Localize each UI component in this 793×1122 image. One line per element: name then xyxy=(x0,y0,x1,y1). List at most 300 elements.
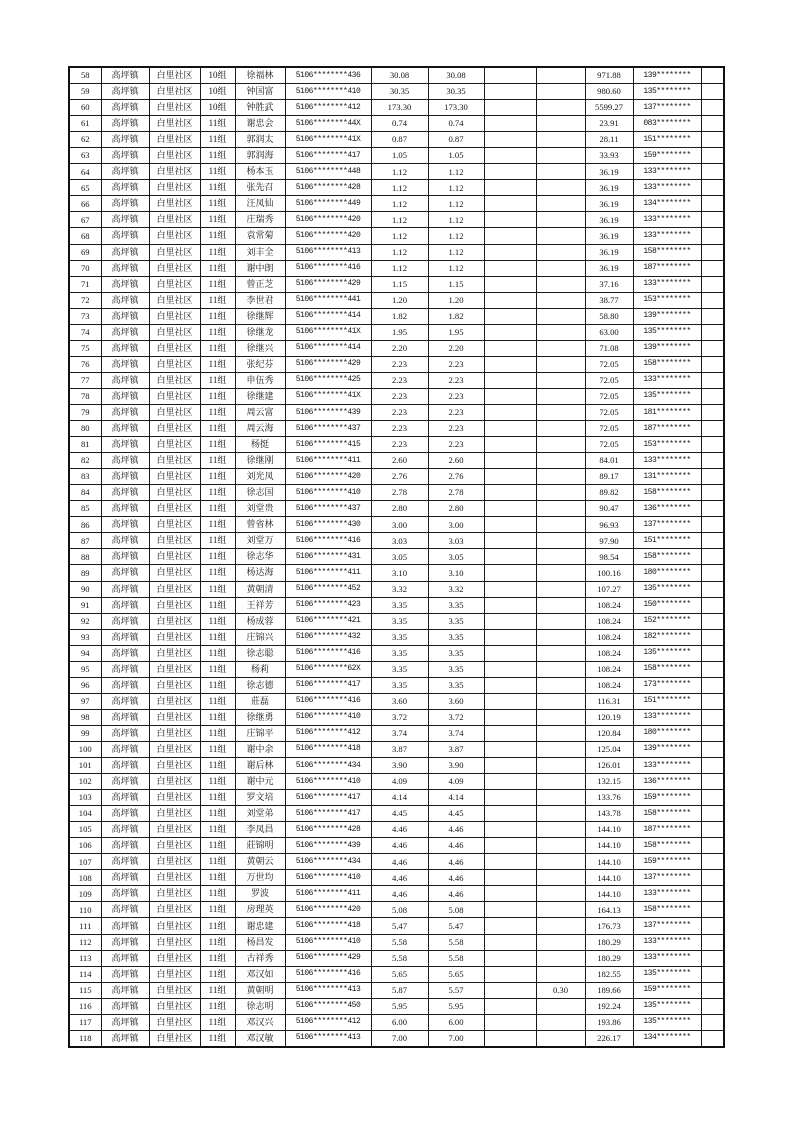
group-cell: 11组 xyxy=(200,1030,235,1047)
blank-col-1-cell xyxy=(484,613,536,629)
community-cell: 白里社区 xyxy=(149,822,200,838)
amount-2-cell: 1.12 xyxy=(428,244,484,260)
amount-1-cell: 4.46 xyxy=(371,854,428,870)
town-cell: 高坪镇 xyxy=(101,84,149,100)
table-row xyxy=(69,677,724,693)
phone-number-cell: 133******** xyxy=(633,180,701,196)
amount-1-cell: 3.35 xyxy=(371,645,428,661)
table-row xyxy=(69,372,724,388)
row-number-cell: 107 xyxy=(69,854,101,870)
row-number-cell: 117 xyxy=(69,1014,101,1030)
amount-1-cell: 4.14 xyxy=(371,790,428,806)
deduction-cell xyxy=(536,260,585,276)
amount-1-cell: 3.05 xyxy=(371,549,428,565)
blank-col-1-cell xyxy=(484,437,536,453)
phone-number-cell: 133******** xyxy=(633,164,701,180)
remark-cell xyxy=(701,565,724,581)
table-row xyxy=(69,421,724,437)
group-cell: 11组 xyxy=(200,661,235,677)
town-cell: 高坪镇 xyxy=(101,372,149,388)
amount-total-cell: 116.31 xyxy=(585,693,633,709)
deduction-cell xyxy=(536,838,585,854)
phone-number-cell: 159******** xyxy=(633,148,701,164)
blank-col-1-cell xyxy=(484,469,536,485)
amount-total-cell: 144.10 xyxy=(585,838,633,854)
blank-col-1-cell xyxy=(484,693,536,709)
person-name-cell: 杨本玉 xyxy=(235,164,285,180)
phone-number-cell: 133******** xyxy=(633,212,701,228)
phone-number-cell: 182******** xyxy=(633,629,701,645)
phone-number-cell: 135******** xyxy=(633,998,701,1014)
remark-cell xyxy=(701,870,724,886)
amount-1-cell: 3.35 xyxy=(371,661,428,677)
table-row xyxy=(69,565,724,581)
amount-1-cell: 4.45 xyxy=(371,806,428,822)
deduction-cell xyxy=(536,966,585,982)
person-name-cell: 杨成蓉 xyxy=(235,613,285,629)
table-row xyxy=(69,324,724,340)
deduction-cell xyxy=(536,533,585,549)
row-number-cell: 84 xyxy=(69,485,101,501)
amount-2-cell: 2.23 xyxy=(428,372,484,388)
remark-cell xyxy=(701,372,724,388)
amount-2-cell: 1.15 xyxy=(428,276,484,292)
amount-total-cell: 180.29 xyxy=(585,934,633,950)
row-number-cell: 81 xyxy=(69,437,101,453)
phone-number-cell: 133******** xyxy=(633,453,701,469)
amount-2-cell: 1.12 xyxy=(428,180,484,196)
amount-total-cell: 36.19 xyxy=(585,212,633,228)
deduction-cell xyxy=(536,308,585,324)
table-body xyxy=(69,67,724,1047)
row-number-cell: 62 xyxy=(69,132,101,148)
community-cell: 白里社区 xyxy=(149,934,200,950)
town-cell: 高坪镇 xyxy=(101,404,149,420)
id-number-cell: 5106********417 xyxy=(285,148,371,164)
phone-number-cell: 137******** xyxy=(633,517,701,533)
table-row xyxy=(69,469,724,485)
group-cell: 11组 xyxy=(200,260,235,276)
blank-col-1-cell xyxy=(484,340,536,356)
table-row xyxy=(69,854,724,870)
community-cell: 白里社区 xyxy=(149,549,200,565)
person-name-cell: 李世君 xyxy=(235,292,285,308)
row-number-cell: 64 xyxy=(69,164,101,180)
amount-2-cell: 1.12 xyxy=(428,228,484,244)
amount-total-cell: 5599.27 xyxy=(585,100,633,116)
table-row xyxy=(69,517,724,533)
blank-col-1-cell xyxy=(484,228,536,244)
group-cell: 11组 xyxy=(200,934,235,950)
person-name-cell: 徐继辉 xyxy=(235,308,285,324)
amount-1-cell: 3.90 xyxy=(371,758,428,774)
amount-2-cell: 0.74 xyxy=(428,116,484,132)
group-cell: 11组 xyxy=(200,485,235,501)
phone-number-cell: 158******** xyxy=(633,549,701,565)
id-number-cell: 5106********420 xyxy=(285,228,371,244)
amount-1-cell: 1.12 xyxy=(371,228,428,244)
amount-1-cell: 2.78 xyxy=(371,485,428,501)
table-row xyxy=(69,388,724,404)
amount-1-cell: 3.74 xyxy=(371,725,428,741)
person-name-cell: 刘堂贵 xyxy=(235,501,285,517)
blank-col-1-cell xyxy=(484,886,536,902)
id-number-cell: 5106********412 xyxy=(285,725,371,741)
blank-col-1-cell xyxy=(484,404,536,420)
blank-col-1-cell xyxy=(484,902,536,918)
id-number-cell: 5106********418 xyxy=(285,741,371,757)
deduction-cell xyxy=(536,388,585,404)
community-cell: 白里社区 xyxy=(149,100,200,116)
deduction-cell xyxy=(536,67,585,84)
blank-col-1-cell xyxy=(484,276,536,292)
amount-total-cell: 176.73 xyxy=(585,918,633,934)
town-cell: 高坪镇 xyxy=(101,790,149,806)
amount-1-cell: 1.12 xyxy=(371,180,428,196)
amount-1-cell: 4.46 xyxy=(371,886,428,902)
amount-2-cell: 4.46 xyxy=(428,822,484,838)
phone-number-cell: 136******** xyxy=(633,501,701,517)
table-row xyxy=(69,292,724,308)
town-cell: 高坪镇 xyxy=(101,870,149,886)
id-number-cell: 5106********437 xyxy=(285,421,371,437)
remark-cell xyxy=(701,741,724,757)
blank-col-1-cell xyxy=(484,260,536,276)
amount-2-cell: 3.90 xyxy=(428,758,484,774)
blank-col-1-cell xyxy=(484,774,536,790)
row-number-cell: 93 xyxy=(69,629,101,645)
id-number-cell: 5106********423 xyxy=(285,597,371,613)
person-name-cell: 莊磊 xyxy=(235,693,285,709)
phone-number-cell: 139******** xyxy=(633,340,701,356)
community-cell: 白里社区 xyxy=(149,774,200,790)
table-row xyxy=(69,934,724,950)
person-name-cell: 谢忠会 xyxy=(235,116,285,132)
town-cell: 高坪镇 xyxy=(101,485,149,501)
id-number-cell: 5106********44X xyxy=(285,116,371,132)
amount-1-cell: 3.32 xyxy=(371,581,428,597)
blank-col-1-cell xyxy=(484,645,536,661)
town-cell: 高坪镇 xyxy=(101,116,149,132)
group-cell: 11组 xyxy=(200,228,235,244)
row-number-cell: 96 xyxy=(69,677,101,693)
community-cell: 白里社区 xyxy=(149,629,200,645)
amount-total-cell: 36.19 xyxy=(585,164,633,180)
amount-1-cell: 30.35 xyxy=(371,84,428,100)
amount-1-cell: 4.46 xyxy=(371,822,428,838)
id-number-cell: 5106********41X xyxy=(285,324,371,340)
row-number-cell: 73 xyxy=(69,308,101,324)
remark-cell xyxy=(701,838,724,854)
phone-number-cell: 137******** xyxy=(633,100,701,116)
table-row xyxy=(69,1014,724,1030)
blank-col-1-cell xyxy=(484,388,536,404)
amount-2-cell: 4.46 xyxy=(428,870,484,886)
remark-cell xyxy=(701,549,724,565)
table-row xyxy=(69,774,724,790)
row-number-cell: 101 xyxy=(69,758,101,774)
id-number-cell: 5106********418 xyxy=(285,918,371,934)
row-number-cell: 106 xyxy=(69,838,101,854)
row-number-cell: 66 xyxy=(69,196,101,212)
id-number-cell: 5106********425 xyxy=(285,372,371,388)
town-cell: 高坪镇 xyxy=(101,725,149,741)
amount-2-cell: 5.58 xyxy=(428,934,484,950)
phone-number-cell: 134******** xyxy=(633,1030,701,1047)
community-cell: 白里社区 xyxy=(149,677,200,693)
row-number-cell: 69 xyxy=(69,244,101,260)
id-number-cell: 5106********429 xyxy=(285,950,371,966)
deduction-cell xyxy=(536,950,585,966)
id-number-cell: 5106********410 xyxy=(285,709,371,725)
blank-col-1-cell xyxy=(484,196,536,212)
phone-number-cell: 158******** xyxy=(633,902,701,918)
amount-2-cell: 5.08 xyxy=(428,902,484,918)
amount-1-cell: 2.23 xyxy=(371,388,428,404)
id-number-cell: 5106********428 xyxy=(285,822,371,838)
remark-cell xyxy=(701,196,724,212)
town-cell: 高坪镇 xyxy=(101,581,149,597)
phone-number-cell: 135******** xyxy=(633,966,701,982)
group-cell: 10组 xyxy=(200,67,235,84)
amount-total-cell: 96.93 xyxy=(585,517,633,533)
amount-total-cell: 36.19 xyxy=(585,228,633,244)
blank-col-1-cell xyxy=(484,741,536,757)
person-name-cell: 刘丰全 xyxy=(235,244,285,260)
amount-2-cell: 7.00 xyxy=(428,1030,484,1047)
deduction-cell xyxy=(536,613,585,629)
phone-number-cell: 159******** xyxy=(633,790,701,806)
phone-number-cell: 158******** xyxy=(633,356,701,372)
deduction-cell xyxy=(536,372,585,388)
community-cell: 白里社区 xyxy=(149,1014,200,1030)
table-row xyxy=(69,453,724,469)
person-name-cell: 王祥芳 xyxy=(235,597,285,613)
table-row xyxy=(69,870,724,886)
community-cell: 白里社区 xyxy=(149,501,200,517)
deduction-cell xyxy=(536,806,585,822)
person-name-cell: 莊锦明 xyxy=(235,838,285,854)
phone-number-cell: 133******** xyxy=(633,276,701,292)
group-cell: 11组 xyxy=(200,324,235,340)
id-number-cell: 5106********41X xyxy=(285,132,371,148)
group-cell: 11组 xyxy=(200,212,235,228)
blank-col-1-cell xyxy=(484,838,536,854)
amount-2-cell: 3.35 xyxy=(428,645,484,661)
amount-total-cell: 63.00 xyxy=(585,324,633,340)
community-cell: 白里社区 xyxy=(149,533,200,549)
community-cell: 白里社区 xyxy=(149,356,200,372)
group-cell: 11组 xyxy=(200,597,235,613)
person-name-cell: 庄瑞秀 xyxy=(235,212,285,228)
deduction-cell xyxy=(536,437,585,453)
community-cell: 白里社区 xyxy=(149,421,200,437)
community-cell: 白里社区 xyxy=(149,164,200,180)
amount-total-cell: 89.82 xyxy=(585,485,633,501)
amount-1-cell: 4.46 xyxy=(371,838,428,854)
person-name-cell: 曾省林 xyxy=(235,517,285,533)
table-row xyxy=(69,709,724,725)
person-name-cell: 徐志华 xyxy=(235,549,285,565)
blank-col-1-cell xyxy=(484,677,536,693)
blank-col-1-cell xyxy=(484,565,536,581)
person-name-cell: 杨昌发 xyxy=(235,934,285,950)
remark-cell xyxy=(701,308,724,324)
deduction-cell: 0.30 xyxy=(536,982,585,998)
group-cell: 11组 xyxy=(200,741,235,757)
person-name-cell: 曾正芝 xyxy=(235,276,285,292)
town-cell: 高坪镇 xyxy=(101,437,149,453)
amount-total-cell: 144.10 xyxy=(585,854,633,870)
deduction-cell xyxy=(536,918,585,934)
group-cell: 11组 xyxy=(200,533,235,549)
phone-number-cell: 135******** xyxy=(633,84,701,100)
community-cell: 白里社区 xyxy=(149,741,200,757)
town-cell: 高坪镇 xyxy=(101,356,149,372)
group-cell: 11组 xyxy=(200,565,235,581)
group-cell: 11组 xyxy=(200,404,235,420)
phone-number-cell: 151******** xyxy=(633,132,701,148)
phone-number-cell: 158******** xyxy=(633,661,701,677)
person-name-cell: 徐志国 xyxy=(235,485,285,501)
remark-cell xyxy=(701,421,724,437)
amount-2-cell: 1.12 xyxy=(428,196,484,212)
id-number-cell: 5106********452 xyxy=(285,581,371,597)
table-row xyxy=(69,838,724,854)
deduction-cell xyxy=(536,790,585,806)
remark-cell xyxy=(701,950,724,966)
blank-col-1-cell xyxy=(484,67,536,84)
amount-2-cell: 3.00 xyxy=(428,517,484,533)
phone-number-cell: 187******** xyxy=(633,260,701,276)
deduction-cell xyxy=(536,693,585,709)
id-number-cell: 5106********416 xyxy=(285,693,371,709)
amount-total-cell: 193.86 xyxy=(585,1014,633,1030)
remark-cell xyxy=(701,100,724,116)
amount-1-cell: 3.10 xyxy=(371,565,428,581)
id-number-cell: 5106********416 xyxy=(285,260,371,276)
group-cell: 11组 xyxy=(200,437,235,453)
blank-col-1-cell xyxy=(484,1030,536,1047)
deduction-cell xyxy=(536,741,585,757)
table-row xyxy=(69,581,724,597)
deduction-cell xyxy=(536,469,585,485)
deduction-cell xyxy=(536,292,585,308)
deduction-cell xyxy=(536,132,585,148)
row-number-cell: 83 xyxy=(69,469,101,485)
row-number-cell: 58 xyxy=(69,67,101,84)
amount-total-cell: 132.15 xyxy=(585,774,633,790)
id-number-cell: 5106********416 xyxy=(285,966,371,982)
town-cell: 高坪镇 xyxy=(101,1030,149,1047)
town-cell: 高坪镇 xyxy=(101,950,149,966)
row-number-cell: 115 xyxy=(69,982,101,998)
town-cell: 高坪镇 xyxy=(101,774,149,790)
person-name-cell: 罗文培 xyxy=(235,790,285,806)
remark-cell xyxy=(701,116,724,132)
blank-col-1-cell xyxy=(484,292,536,308)
row-number-cell: 98 xyxy=(69,709,101,725)
town-cell: 高坪镇 xyxy=(101,164,149,180)
blank-col-1-cell xyxy=(484,806,536,822)
amount-total-cell: 97.90 xyxy=(585,533,633,549)
town-cell: 高坪镇 xyxy=(101,822,149,838)
amount-1-cell: 30.08 xyxy=(371,67,428,84)
row-number-cell: 90 xyxy=(69,581,101,597)
deduction-cell xyxy=(536,565,585,581)
row-number-cell: 92 xyxy=(69,613,101,629)
amount-2-cell: 2.20 xyxy=(428,340,484,356)
remark-cell xyxy=(701,998,724,1014)
group-cell: 11组 xyxy=(200,180,235,196)
remark-cell xyxy=(701,533,724,549)
amount-2-cell: 1.12 xyxy=(428,164,484,180)
id-number-cell: 5106********410 xyxy=(285,870,371,886)
table-row xyxy=(69,886,724,902)
remark-cell xyxy=(701,581,724,597)
row-number-cell: 67 xyxy=(69,212,101,228)
blank-col-1-cell xyxy=(484,966,536,982)
person-name-cell: 古祥秀 xyxy=(235,950,285,966)
id-number-cell: 5106********412 xyxy=(285,1014,371,1030)
row-number-cell: 109 xyxy=(69,886,101,902)
id-number-cell: 5106********415 xyxy=(285,437,371,453)
group-cell: 11组 xyxy=(200,709,235,725)
community-cell: 白里社区 xyxy=(149,212,200,228)
blank-col-1-cell xyxy=(484,533,536,549)
row-number-cell: 79 xyxy=(69,404,101,420)
blank-col-1-cell xyxy=(484,1014,536,1030)
group-cell: 11组 xyxy=(200,196,235,212)
table-row xyxy=(69,645,724,661)
amount-1-cell: 5.95 xyxy=(371,998,428,1014)
row-number-cell: 68 xyxy=(69,228,101,244)
amount-total-cell: 108.24 xyxy=(585,645,633,661)
row-number-cell: 104 xyxy=(69,806,101,822)
id-number-cell: 5106********449 xyxy=(285,196,371,212)
person-name-cell: 罗波 xyxy=(235,886,285,902)
phone-number-cell: 173******** xyxy=(633,677,701,693)
deduction-cell xyxy=(536,324,585,340)
table-row xyxy=(69,356,724,372)
remark-cell xyxy=(701,966,724,982)
remark-cell xyxy=(701,1014,724,1030)
phone-number-cell: 151******** xyxy=(633,533,701,549)
group-cell: 11组 xyxy=(200,340,235,356)
amount-2-cell: 3.35 xyxy=(428,629,484,645)
amount-1-cell: 2.20 xyxy=(371,340,428,356)
table-row xyxy=(69,164,724,180)
town-cell: 高坪镇 xyxy=(101,501,149,517)
community-cell: 白里社区 xyxy=(149,196,200,212)
group-cell: 11组 xyxy=(200,148,235,164)
town-cell: 高坪镇 xyxy=(101,934,149,950)
blank-col-1-cell xyxy=(484,132,536,148)
id-number-cell: 5106********414 xyxy=(285,308,371,324)
community-cell: 白里社区 xyxy=(149,437,200,453)
community-cell: 白里社区 xyxy=(149,581,200,597)
community-cell: 白里社区 xyxy=(149,902,200,918)
deduction-cell xyxy=(536,870,585,886)
deduction-cell xyxy=(536,581,585,597)
remark-cell xyxy=(701,597,724,613)
amount-2-cell: 3.60 xyxy=(428,693,484,709)
amount-total-cell: 89.17 xyxy=(585,469,633,485)
amount-1-cell: 6.00 xyxy=(371,1014,428,1030)
amount-total-cell: 226.17 xyxy=(585,1030,633,1047)
person-name-cell: 刘堂万 xyxy=(235,533,285,549)
table-row xyxy=(69,613,724,629)
